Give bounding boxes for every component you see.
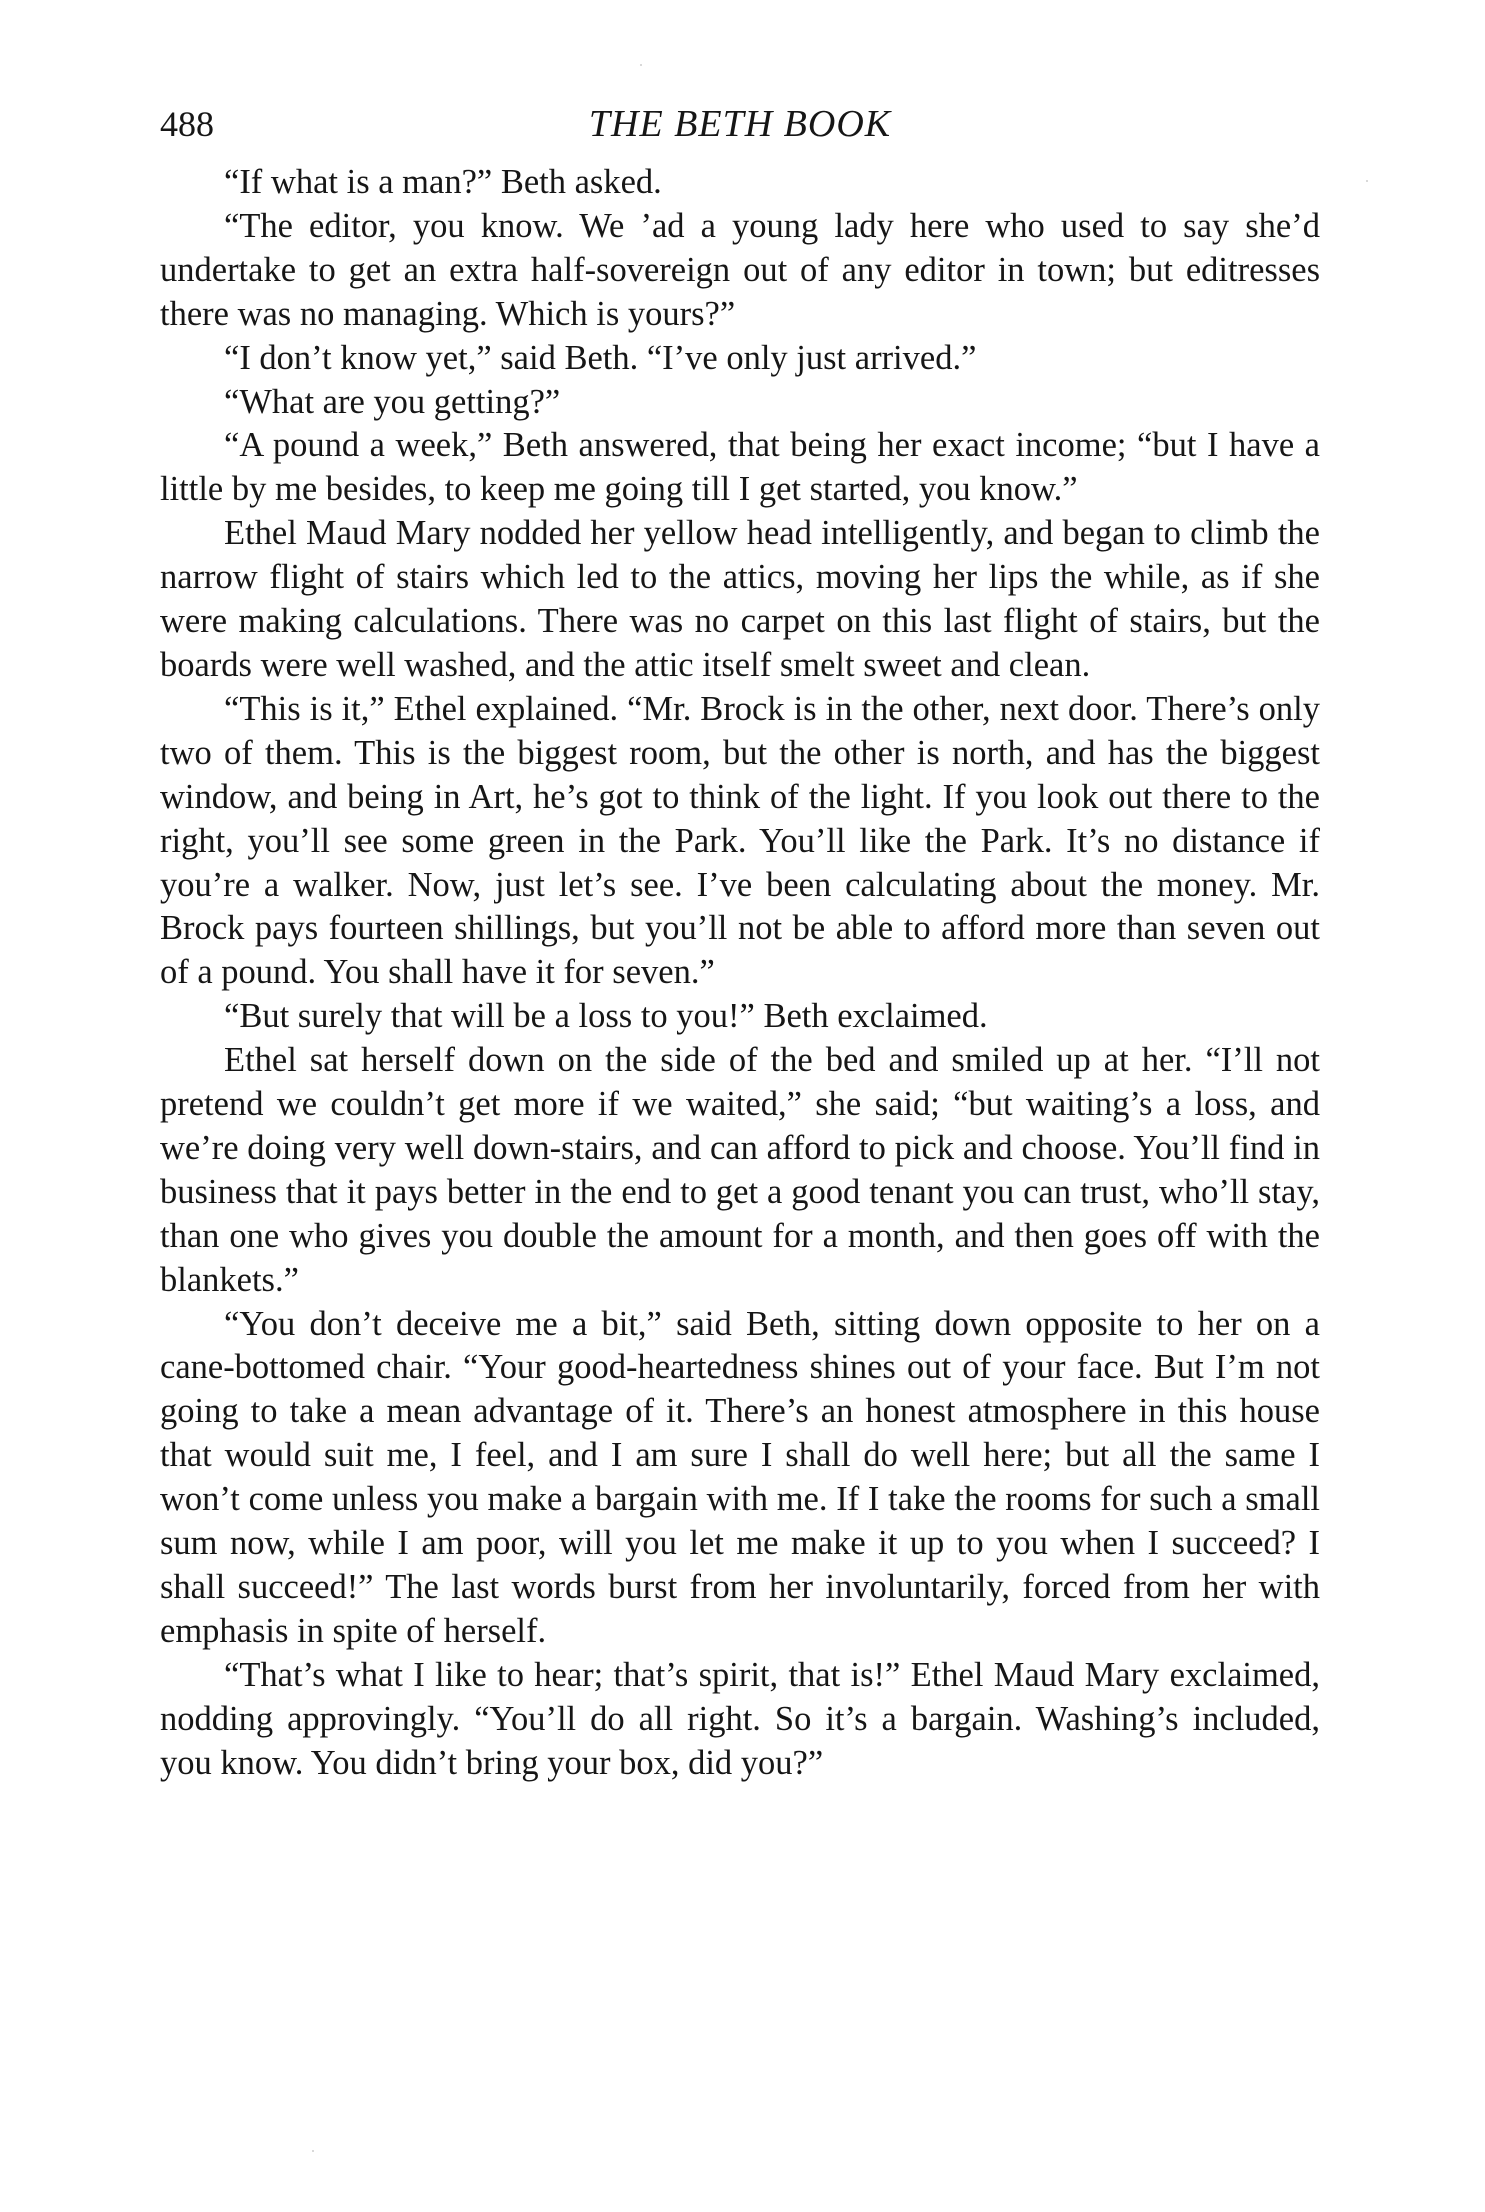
page-header	[160, 96, 1320, 152]
paragraph: “That’s what I like to hear; that’s spirit, that is!” Ethel Maud Mary exclaimed, nodding approvingly. “You’ll do all right. So it’s a bargain. Washing’s included, you know. You didn’t bring your box, did you?”	[160, 1655, 1320, 1782]
paragraph: “What are you getting?”	[224, 382, 561, 421]
paragraph: “You don’t deceive me a bit,” said Beth, sitting down opposite to her on a cane-bottomed chair. “Your good-heartedness shines out of your face. But I’m not going to take a mean advantage of it. There’s an honest atmosphere in this house that would suit me, I feel, and I am sure I shall do well here; but all the same I won’t come unless you make a bargain with me. If I take the rooms for such a small sum now, while I am poor, will you let me make it up to you when I succeed? I shall succeed!” The last words burst from her involuntarily, forced from her with emphasis in spite of herself.	[160, 1304, 1320, 1650]
scan-speck-bottom	[312, 2150, 314, 2152]
page-number: 488	[160, 104, 214, 144]
paragraph: “But surely that will be a loss to you!” Beth exclaimed.	[224, 997, 988, 1036]
paragraph: “I don’t know yet,” said Beth. “I’ve only just arrived.”	[224, 338, 977, 377]
paragraph: Ethel sat herself down on the side of the bed and smiled up at her. “I’ll not pretend we couldn’t get more if we waited,” she said; “but waiting’s a loss, and we’re doing very well down-stairs, and can afford to pick and choose. You’ll find in business that it pays better in the end to get a good tenant you can trust, who’ll stay, than one who gives you double the amount for a month, and then goes off with the blankets.”	[160, 1041, 1320, 1299]
body-text	[160, 161, 1320, 1786]
paragraph: “The editor, you know. We ’ad a young lady here who used to say she’d undertake to get an extra half-sovereign out of any editor in town; but editresses there was no managing. Which is yours?”	[160, 206, 1320, 333]
paragraph: Ethel Maud Mary nodded her yellow head intelligently, and began to climb the narrow flight of stairs which led to the attics, moving her lips the while, as if she were making calculations. There was no carpet on this last flight of stairs, but the boards were well washed, and the attic itself smelt sweet and clean.	[160, 514, 1320, 684]
paragraph: “This is it,” Ethel explained. “Mr. Brock is in the other, next door. There’s only two of them. This is the biggest room, but the other is north, and has the biggest window, and being in Art, he’s got to think of the light. If you look out there to the right, you’ll see some green in the Park. You’ll like the Park. It’s no distance if you’re a walker. Now, just let’s see. I’ve been calculating about the money. Mr. Brock pays fourteen shillings, but you’ll not be able to afford more than seven out of a pound. You shall have it for seven.”	[160, 689, 1320, 992]
paragraph: “If what is a man?” Beth asked.	[224, 163, 662, 201]
scan-speck-right	[1366, 180, 1368, 182]
paragraph: “A pound a week,” Beth answered, that being her exact income; “but I have a little by me besides, to keep me going till I get started, you know.”	[160, 426, 1320, 509]
running-title: THE BETH BOOK	[588, 103, 892, 145]
scan-speck-top	[640, 64, 642, 66]
